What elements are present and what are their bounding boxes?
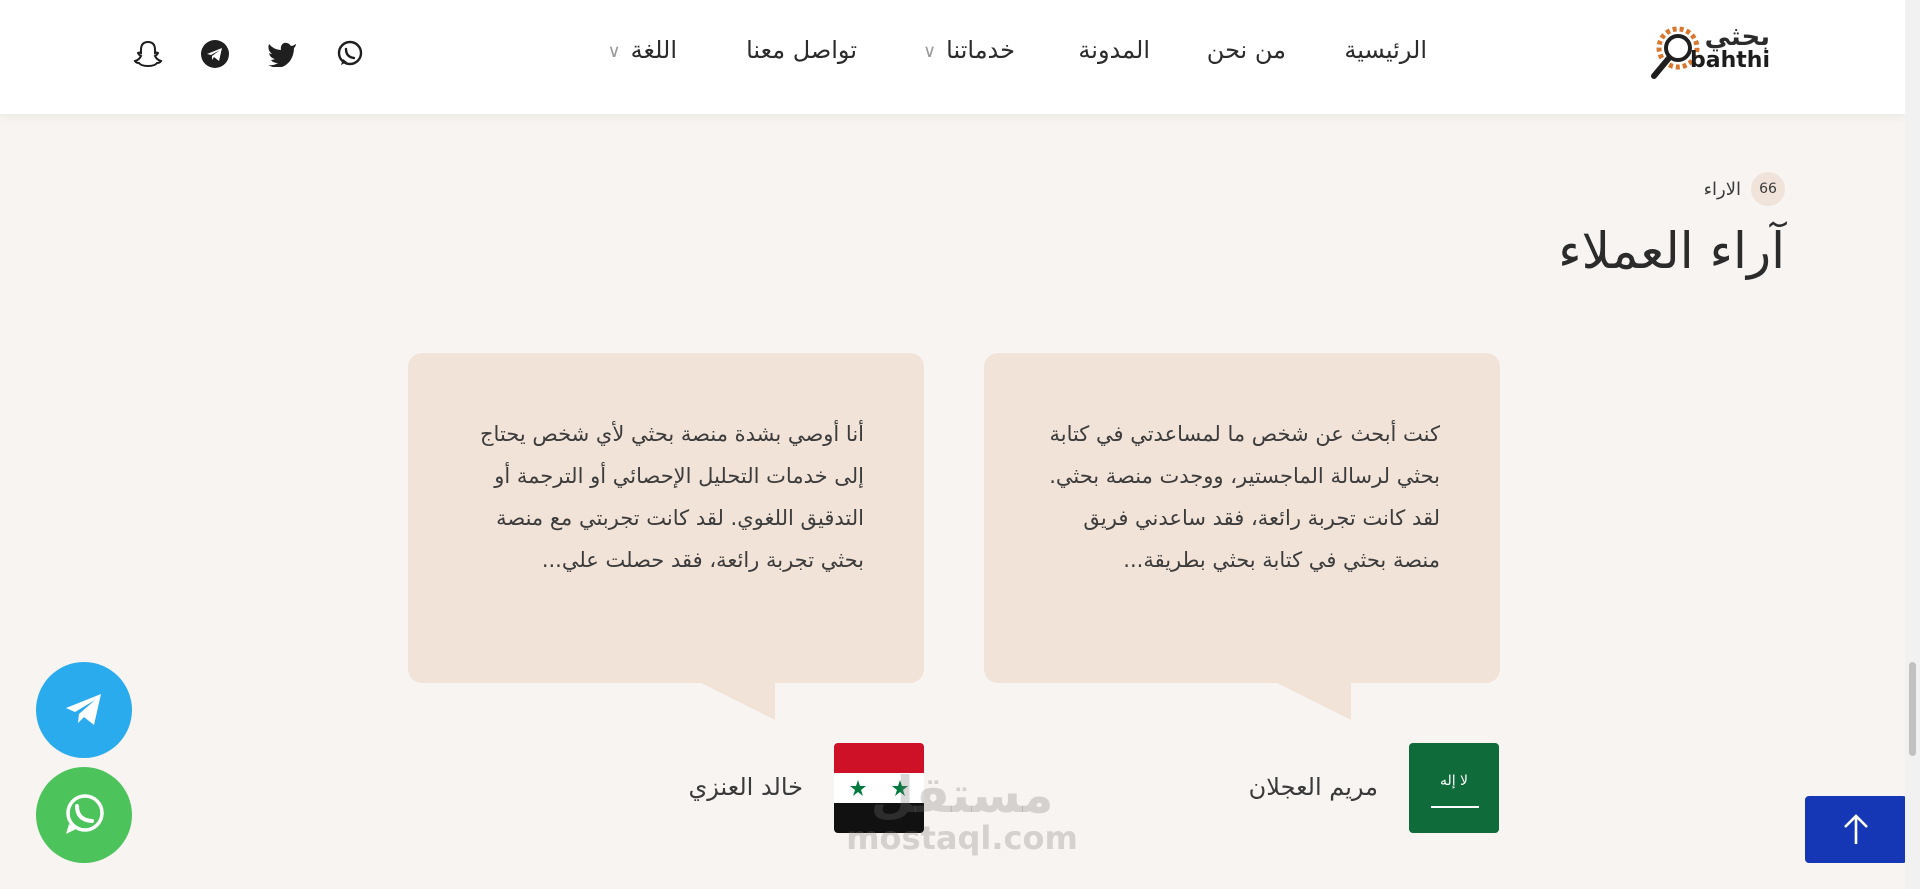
nav-home[interactable]: الرئيسية [1344,36,1427,64]
saudi-flag-icon [1409,743,1499,833]
section-badge [1704,172,1785,206]
card-tail [699,682,775,720]
twitter-link[interactable] [266,38,298,70]
watermark-arabic: مستقل [870,766,1054,824]
page-scrollbar[interactable] [1905,0,1920,889]
testimonial-author-name: مريم العجلان [1248,773,1378,801]
section-title: آراء العملاء [1558,222,1785,280]
testimonial-card: كنت أبحث عن شخص ما لمساعدتي في كتابة بحثي لرسالة الماجستير، ووجدت منصة بحثي. لقد كانت تجربة رائعة، فقد ساعدني فريق منصة بحثي في كتابة بحثي بطريقة... [984,353,1500,683]
logo-latin-text: bahthi [1690,48,1770,73]
whatsapp-link[interactable] [334,38,366,70]
badge-label: الاراء [1703,178,1741,200]
nav-language-label: اللغة [630,36,677,64]
watermark [842,766,1082,857]
chevron-down-icon: ∨ [607,40,621,62]
twitter-icon [267,41,297,67]
site-header [0,0,1905,114]
nav-services-label: خدماتنا [946,36,1015,64]
card-tail [1275,682,1351,720]
arrow-up-icon [1843,814,1869,846]
telegram-icon [64,692,104,728]
scroll-to-top-button[interactable] [1805,796,1907,863]
whatsapp-icon [336,40,364,68]
telegram-float-button[interactable] [36,662,132,758]
site-logo[interactable] [1650,22,1770,82]
chevron-down-icon: ∨ [922,40,937,62]
svg-text:لا إله: لا إله [1439,773,1469,789]
watermark-latin: mostaql.com [846,819,1078,857]
badge-count: 66 [1751,172,1785,206]
nav-language[interactable] [607,36,677,64]
nav-about[interactable]: من نحن [1206,36,1286,64]
snapchat-link[interactable] [132,38,164,70]
telegram-link[interactable] [199,38,231,70]
telegram-icon [200,39,230,69]
testimonial-card: أنا أوصي بشدة منصة بحثي لأي شخص يحتاج إلى خدمات التحليل الإحصائي أو الترجمة أو التدقيق اللغوي. لقد كانت تجربتي مع منصة بحثي تجربة رائعة، فقد حصلت علي... [408,353,924,683]
testimonial-author-name: خالد العنزي [688,773,803,801]
scrollbar-thumb[interactable] [1909,662,1916,756]
nav-contact[interactable]: تواصل معنا [746,36,857,64]
whatsapp-float-button[interactable] [36,767,132,863]
snapchat-icon [133,39,163,69]
logo-arabic-text: بحثي [1704,22,1770,52]
nav-blog[interactable]: المدونة [1078,36,1150,64]
nav-services[interactable] [923,36,1015,64]
whatsapp-icon [60,791,108,839]
